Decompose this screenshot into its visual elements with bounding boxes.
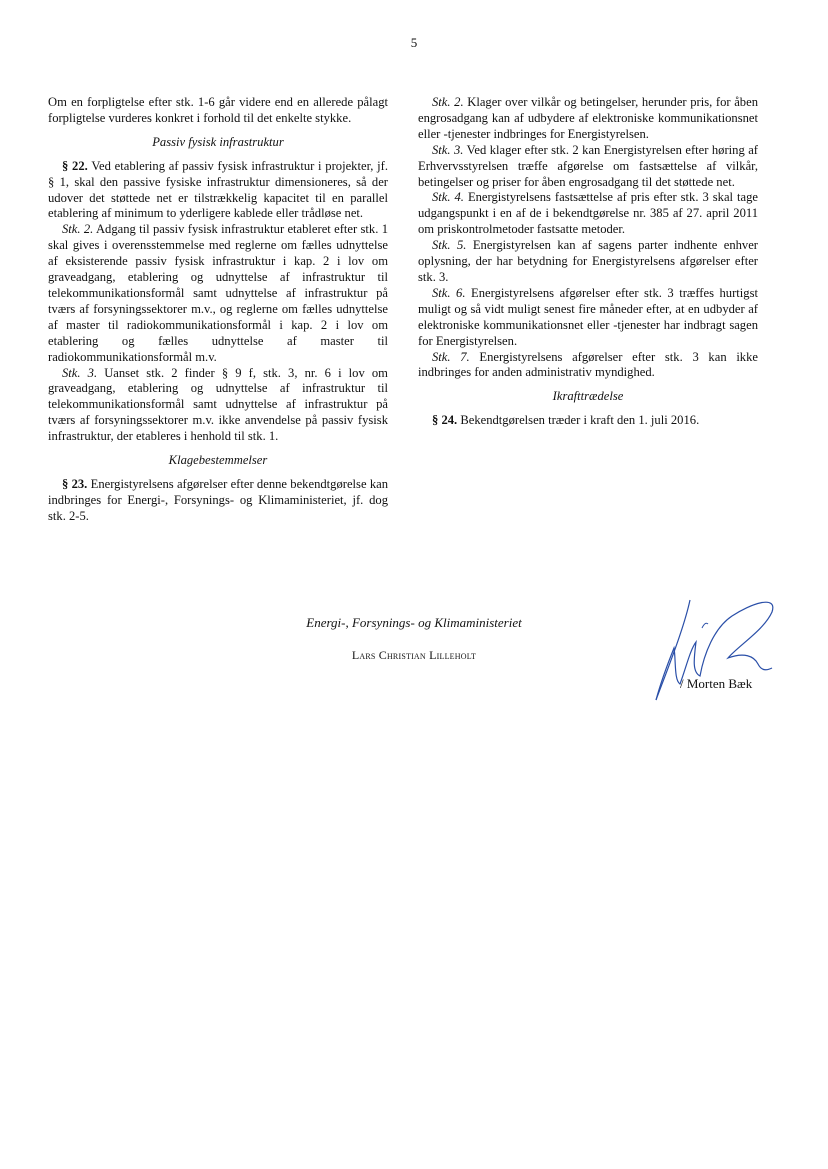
signee-name: / Morten Bæk bbox=[680, 676, 753, 691]
stk-text: Adgang til passiv fysisk infrastruktur etableret efter stk. 1 skal gives i overensstemmelse med reglerne om fælles udnyttelse af eksisterende passiv fysisk infrastruktur i kap. 2 i lov om graveadgang, etablering og udnyttelse af infrastruktur til telekommunikationsformål samt udnyttelse af infrastruktur på tværs af forsyningssektorer m.v., og reglerne om fælles udnyttelse af master til radiokommunikationsformål i kap. 2 i lov om etablering og fælles udnyttelse af master til radiokommunikationsformål m.v. bbox=[48, 222, 388, 364]
section-24-text: Bekendtgørelsen træder i kraft den 1. juli 2016. bbox=[457, 413, 700, 428]
stk-text: Energistyrelsens fastsættelse af pris efter stk. 3 skal tage udgangspunkt i en af de i bekendtgørelse nr. 385 af 27. april 2011 om priskontrolmetoder fastsatte metoder. bbox=[418, 190, 758, 237]
section-22-stk-2 bbox=[48, 222, 388, 365]
section-23-stk-7 bbox=[418, 350, 758, 382]
heading-klagebestemmelser: Klagebestemmelser bbox=[168, 453, 268, 468]
ministry-name: Energi-, Forsynings- og Klimaministeriet bbox=[306, 615, 522, 630]
heading-passiv-fysisk-infrastruktur: Passiv fysisk infrastruktur bbox=[152, 134, 284, 149]
stk-text: Energistyrelsens afgørelser efter stk. 3 kan ikke indbringes for anden administrativ myndighed. bbox=[418, 349, 758, 380]
minister-name: Lars Christian Lilleholt bbox=[351, 648, 477, 662]
section-22-number: § 22. bbox=[62, 158, 88, 173]
stk-label: Stk. 3. bbox=[432, 142, 464, 157]
heading-ikrafttraedelse: Ikrafttrædelse bbox=[552, 389, 624, 404]
section-23-stk-6 bbox=[418, 286, 758, 350]
section-23-stk-3 bbox=[418, 143, 758, 191]
stk-label: Stk. 5. bbox=[432, 238, 467, 253]
stk-label: Stk. 6. bbox=[432, 285, 466, 300]
section-22-text: Ved etablering af passiv fysisk infrastruktur i projekter, jf. § 1, skal den passive fysiske infrastruktur dimensioneres, så der udover det støttede net er tilstrækkelig kapacitet til en parallel etablering af minimum to yderligere kablede eller trådløse net. bbox=[48, 158, 389, 221]
section-24 bbox=[418, 413, 758, 429]
intro-paragraph: Om en forpligtelse efter stk. 1-6 går videre end en allerede pålagt forpligtelse vurderes konkret i forhold til det enkelte stykke. bbox=[48, 95, 388, 125]
page-number: 5 bbox=[410, 35, 418, 50]
stk-text: Energistyrelsen kan af sagens parter indhente enhver oplysning, der har betydning for Energistyrelsens afgørelser efter stk. 3. bbox=[418, 238, 758, 284]
section-22 bbox=[48, 159, 388, 223]
stk-text: Ved klager efter stk. 2 kan Energistyrelsen efter høring af Erhvervsstyrelsen træffe afgørelse om fastsættelse af vilkår, betingelser og priser for åben engrosadgang til det støttede net. bbox=[418, 142, 758, 189]
stk-label: Stk. 7. bbox=[432, 349, 470, 364]
stk-text: Energistyrelsens afgørelser efter stk. 3 træffes hurtigst muligt og så vidt muligt senest fire måneder efter, at en udbyder af elektroniske kommunikationsnet eller -tjenester har indbragt sagen for Energistyrelsen. bbox=[418, 285, 758, 348]
stk-label: Stk. 2. bbox=[62, 222, 94, 237]
stk-label: Stk. 3. bbox=[62, 365, 98, 380]
section-23 bbox=[48, 477, 388, 525]
section-23-stk-5 bbox=[418, 238, 758, 286]
stk-label: Stk. 2. bbox=[432, 95, 464, 109]
left-column bbox=[48, 95, 388, 525]
section-23-stk-2 bbox=[418, 95, 758, 143]
section-24-number: § 24. bbox=[432, 413, 458, 428]
stk-text: Uanset stk. 2 finder § 9 f, stk. 3, nr. 6 i lov om graveadgang, etablering og udnyttelse af infrastruktur til telekommunikationsformål samt udnyttelse af infrastruktur på tværs af forsyningssektorer m.v. ikke anvendelse på passiv fysisk infrastruktur, der etableres i henhold til stk. 1. bbox=[48, 365, 388, 444]
stk-label: Stk. 4. bbox=[432, 190, 464, 205]
section-23-text: Energistyrelsens afgørelser efter denne bekendtgørelse kan indbringes for Energi-, Forsynings- og Klimaministeriet, jf. dog stk. 2-5. bbox=[48, 476, 389, 523]
section-22-stk-3 bbox=[48, 366, 388, 446]
section-23-number: § 23. bbox=[62, 476, 88, 491]
stk-text: Klager over vilkår og betingelser, herunder pris, for åben engrosadgang kan af udbydere af elektroniske kommunikationsnet eller -tjenester indbringes for Energistyrelsen. bbox=[418, 95, 758, 141]
section-23-stk-4 bbox=[418, 190, 758, 238]
right-column bbox=[418, 95, 758, 429]
